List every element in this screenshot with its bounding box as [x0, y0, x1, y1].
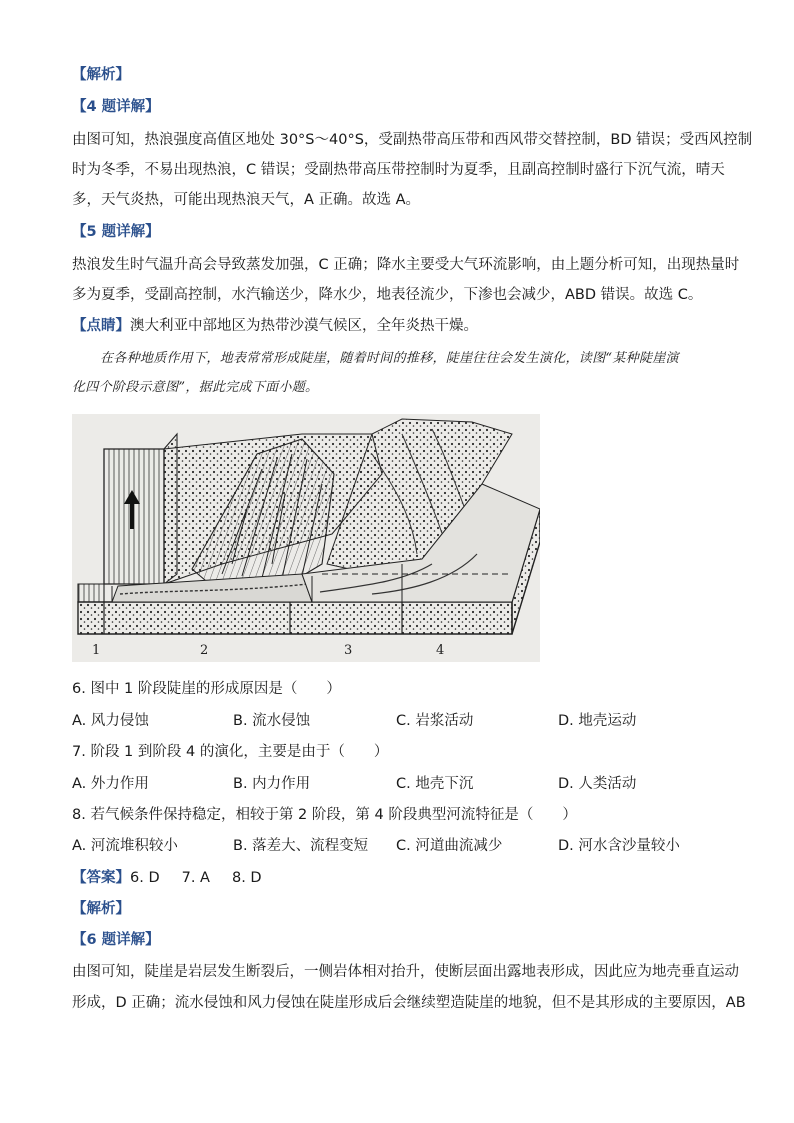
- question-8-stem: 8. 若气候条件保持稳定，相较于第 2 阶段，第 4 阶段典型河流特征是（ ）: [72, 807, 577, 823]
- stage-label-1: 1: [92, 643, 101, 658]
- question-7-options: [72, 774, 732, 794]
- answer-7: 7. A: [181, 870, 210, 886]
- q6-line-1: 由图可知，陡崖是岩层发生断裂后，一侧岩体相对抬升，使断层面出露地表形成，因此应为地壳垂直运动: [72, 964, 739, 980]
- q5-line-2: 多为夏季，受副高控制，水汽输送少，降水少，地表径流少，下渗也会减少，ABD 错误。故选 C。: [72, 287, 703, 303]
- q6-option-a[interactable]: A. 风力侵蚀: [72, 713, 149, 729]
- q7-option-c[interactable]: C. 地壳下沉: [396, 776, 474, 792]
- analysis-heading: 【解析】: [72, 67, 130, 83]
- q8-option-d[interactable]: D. 河水含沙量较小: [558, 838, 680, 854]
- answer-heading: 【答案】: [72, 870, 130, 886]
- q6-line-2: 形成，D 正确；流水侵蚀和风力侵蚀在陡崖形成后会继续塑造陡崖的地貌，但不是其形成的主要原因，AB: [72, 995, 746, 1011]
- tip-line: [72, 316, 732, 336]
- q8-option-b[interactable]: B. 落差大、流程变短: [233, 838, 369, 854]
- q4-line-2: 时为冬季，不易出现热浪，C 错误；受副热带高压带控制时为夏季，且副高控制时盛行下沉气流，晴天: [72, 162, 725, 178]
- tip-text: 澳大利亚中部地区为热带沙漠气候区，全年炎热干燥。: [130, 318, 478, 334]
- question-6-options: [72, 711, 732, 731]
- q4-heading: 【4 题详解】: [72, 99, 160, 115]
- q4-line-3: 多，天气炎热，可能出现热浪天气，A 正确。故选 A。: [72, 192, 421, 208]
- q6-option-c[interactable]: C. 岩浆活动: [396, 713, 474, 729]
- intro-line-2: 化四个阶段示意图”，据此完成下面小题。: [72, 380, 319, 395]
- q8-option-a[interactable]: A. 河流堆积较小: [72, 838, 178, 854]
- q6-option-d[interactable]: D. 地壳运动: [558, 713, 637, 729]
- q4-line-1: 由图可知，热浪强度高值区地处 30°S～40°S，受副热带高压带和西风带交替控制，BD 错误；受西风控制: [72, 132, 753, 148]
- analysis-heading-2: 【解析】: [72, 901, 130, 917]
- stage-label-3: 3: [344, 643, 353, 658]
- question-7-stem: 7. 阶段 1 到阶段 4 的演化，主要是由于（ ）: [72, 744, 389, 760]
- escarpment-evolution-figure: [72, 414, 540, 662]
- q5-heading: 【5 题详解】: [72, 224, 160, 240]
- q7-option-a[interactable]: A. 外力作用: [72, 776, 149, 792]
- intro-line-1: 在各种地质作用下，地表常常形成陡崖，随着时间的推移，陡崖往往会发生演化，读图“某种陡崖演: [100, 351, 679, 366]
- q8-option-c[interactable]: C. 河道曲流减少: [396, 838, 503, 854]
- stage-label-2: 2: [200, 643, 209, 658]
- tip-heading: 【点睛】: [72, 318, 130, 334]
- block-diagram: [72, 414, 540, 662]
- q5-line-1: 热浪发生时气温升高会导致蒸发加强，C 正确；降水主要受大气环流影响，由上题分析可知，出现热量时: [72, 257, 740, 273]
- question-8-options: [72, 836, 732, 856]
- q6-heading: 【6 题详解】: [72, 932, 160, 948]
- answer-8: 8. D: [231, 870, 262, 886]
- question-6-stem: 6. 图中 1 阶段陡崖的形成原因是（ ）: [72, 681, 341, 697]
- stage-label-4: 4: [436, 643, 445, 658]
- q7-option-b[interactable]: B. 内力作用: [233, 776, 311, 792]
- answer-line: [72, 868, 732, 888]
- q6-option-b[interactable]: B. 流水侵蚀: [233, 713, 311, 729]
- q7-option-d[interactable]: D. 人类活动: [558, 776, 637, 792]
- answer-6: 6. D: [130, 870, 160, 886]
